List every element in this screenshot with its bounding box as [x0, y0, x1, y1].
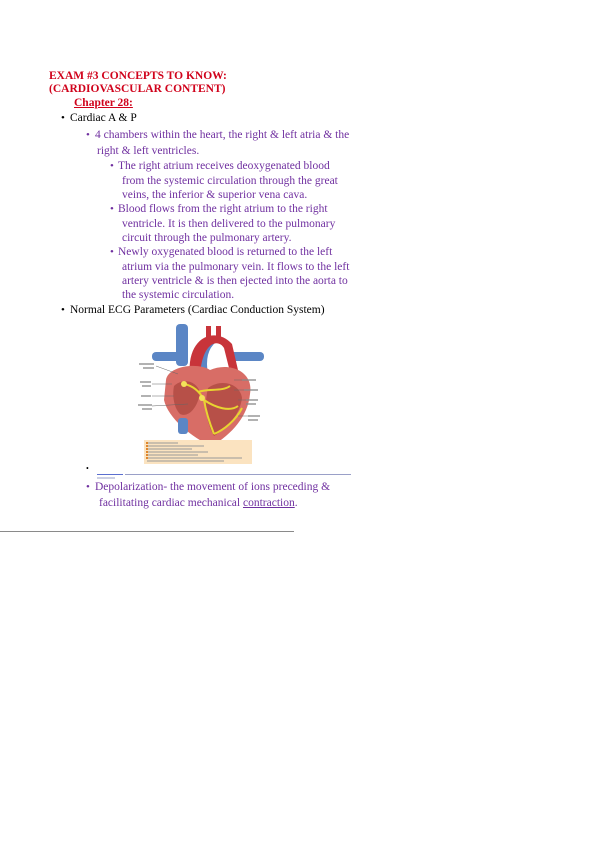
figure-caption: [97, 466, 353, 472]
bullet-oxygenated-line4: the systemic circulation.: [122, 289, 235, 301]
bullet-right-atrium-line3: veins, the inferior & superior vena cava.: [122, 189, 308, 201]
bullet-right-atrium-line2: from the systemic circulation through the great: [122, 175, 338, 187]
bullet-blood-flow-line3: circuit through the pulmonary artery.: [122, 232, 292, 244]
contraction-underlined: contraction: [243, 497, 295, 509]
bullet-glyph: •: [110, 160, 114, 172]
figure-caption-scribble: [97, 473, 353, 479]
bullet-glyph: •: [86, 481, 90, 493]
bullet-right-atrium-line1: The right atrium receives deoxygenated blood: [118, 160, 330, 172]
bullet-blood-flow-line1: Blood flows from the right atrium to the right: [118, 203, 328, 215]
period: .: [294, 497, 298, 509]
bullet-glyph: •: [110, 203, 114, 215]
doc-title-line1: EXAM #3 CONCEPTS TO KNOW:: [49, 70, 227, 82]
heart-illustration: [138, 322, 272, 465]
bullet-glyph: •: [110, 246, 114, 258]
sa-node: [181, 381, 187, 387]
doc-title-line2: (CARDIOVASCULAR CONTENT): [49, 83, 226, 95]
chapter-heading: Chapter 28:: [74, 97, 133, 109]
depolarization-text: facilitating cardiac mechanical: [99, 497, 243, 509]
bullet-chambers-line2: right & left ventricles.: [97, 145, 200, 157]
bullet-blood-flow-line2: ventricle. It is then delivered to the pulmonary: [122, 218, 336, 230]
bullet-depolarization-line1: Depolarization- the movement of ions preceding &: [95, 481, 331, 493]
heart-conduction-figure: [138, 322, 272, 465]
av-node: [199, 395, 205, 401]
bullet-depolarization-line2: [99, 497, 298, 510]
bullet-oxygenated-line3: artery ventricle & is then ejected into the aorta to: [122, 275, 348, 287]
section-divider: [0, 531, 294, 532]
bullet-glyph: •: [86, 464, 89, 473]
bullet-glyph: •: [61, 304, 65, 316]
bullet-oxygenated-line2: atrium via the pulmonary vein. It flows to the left: [122, 261, 350, 273]
bullet-oxygenated-line1: Newly oxygenated blood is returned to the left: [118, 246, 333, 258]
bullet-chambers-line1: 4 chambers within the heart, the right & left atria & the: [95, 129, 350, 141]
bullet-cardiac-ap: Cardiac A & P: [70, 112, 137, 124]
bullet-glyph: •: [86, 129, 90, 141]
bullet-ecg-parameters: Normal ECG Parameters (Cardiac Conduction System): [70, 304, 325, 316]
bullet-glyph: •: [61, 112, 65, 124]
